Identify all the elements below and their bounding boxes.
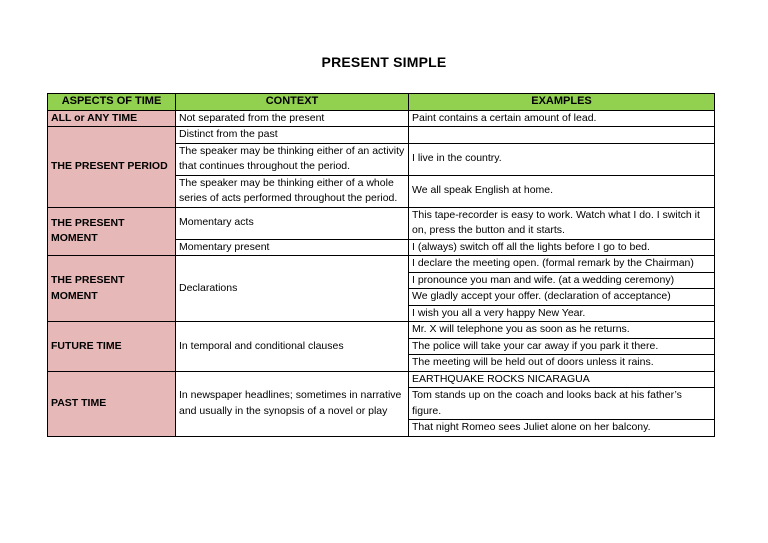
example-cell: Tom stands up on the coach and looks back at his father’s figure. xyxy=(409,388,715,420)
aspect-cell: FUTURE TIME xyxy=(48,322,176,372)
table-row xyxy=(48,256,715,273)
example-cell: I live in the country. xyxy=(409,143,715,175)
aspect-cell: THE PRESENT PERIOD xyxy=(48,127,176,208)
example-cell: We all speak English at home. xyxy=(409,175,715,207)
example-cell: Mr. X will telephone you as soon as he returns. xyxy=(409,322,715,339)
example-cell: The meeting will be held out of doors unless it rains. xyxy=(409,355,715,372)
header-aspects-of-time: ASPECTS OF TIME xyxy=(48,94,176,111)
table-row xyxy=(48,127,715,144)
context-cell: Distinct from the past xyxy=(176,127,409,144)
example-cell: I (always) switch off all the lights before I go to bed. xyxy=(409,239,715,256)
context-cell: In newspaper headlines; sometimes in narrative and usually in the synopsis of a novel or play xyxy=(176,371,409,436)
example-cell: This tape-recorder is easy to work. Watch what I do. I switch it on, press the button and it starts. xyxy=(409,207,715,239)
table-row xyxy=(48,207,715,239)
aspect-cell: ALL or ANY TIME xyxy=(48,110,176,127)
aspect-cell: THE PRESENT MOMENT xyxy=(48,207,176,256)
context-cell: The speaker may be thinking either of a whole series of acts performed throughout the period. xyxy=(176,175,409,207)
header-context: CONTEXT xyxy=(176,94,409,111)
aspect-cell: THE PRESENT MOMENT xyxy=(48,256,176,322)
header-row xyxy=(48,94,715,111)
table-row xyxy=(48,110,715,127)
header-examples: EXAMPLES xyxy=(409,94,715,111)
example-cell xyxy=(409,127,715,144)
context-cell: Declarations xyxy=(176,256,409,322)
context-cell: Momentary acts xyxy=(176,207,409,239)
example-cell: Paint contains a certain amount of lead. xyxy=(409,110,715,127)
example-cell: EARTHQUAKE ROCKS NICARAGUA xyxy=(409,371,715,388)
context-cell: Not separated from the present xyxy=(176,110,409,127)
page-title: PRESENT SIMPLE xyxy=(321,54,447,70)
context-cell: The speaker may be thinking either of an activity that continues throughout the period. xyxy=(176,143,409,175)
example-cell: I pronounce you man and wife. (at a wedding ceremony) xyxy=(409,272,715,289)
example-cell: I declare the meeting open. (formal remark by the Chairman) xyxy=(409,256,715,273)
table-row xyxy=(48,322,715,339)
example-cell: I wish you all a very happy New Year. xyxy=(409,305,715,322)
example-cell: That night Romeo sees Juliet alone on her balcony. xyxy=(409,420,715,437)
grammar-table xyxy=(47,93,715,437)
example-cell: The police will take your car away if you park it there. xyxy=(409,338,715,355)
context-cell: Momentary present xyxy=(176,239,409,256)
aspect-cell: PAST TIME xyxy=(48,371,176,436)
example-cell: We gladly accept your offer. (declaration of acceptance) xyxy=(409,289,715,306)
context-cell: In temporal and conditional clauses xyxy=(176,322,409,372)
table-row xyxy=(48,371,715,388)
